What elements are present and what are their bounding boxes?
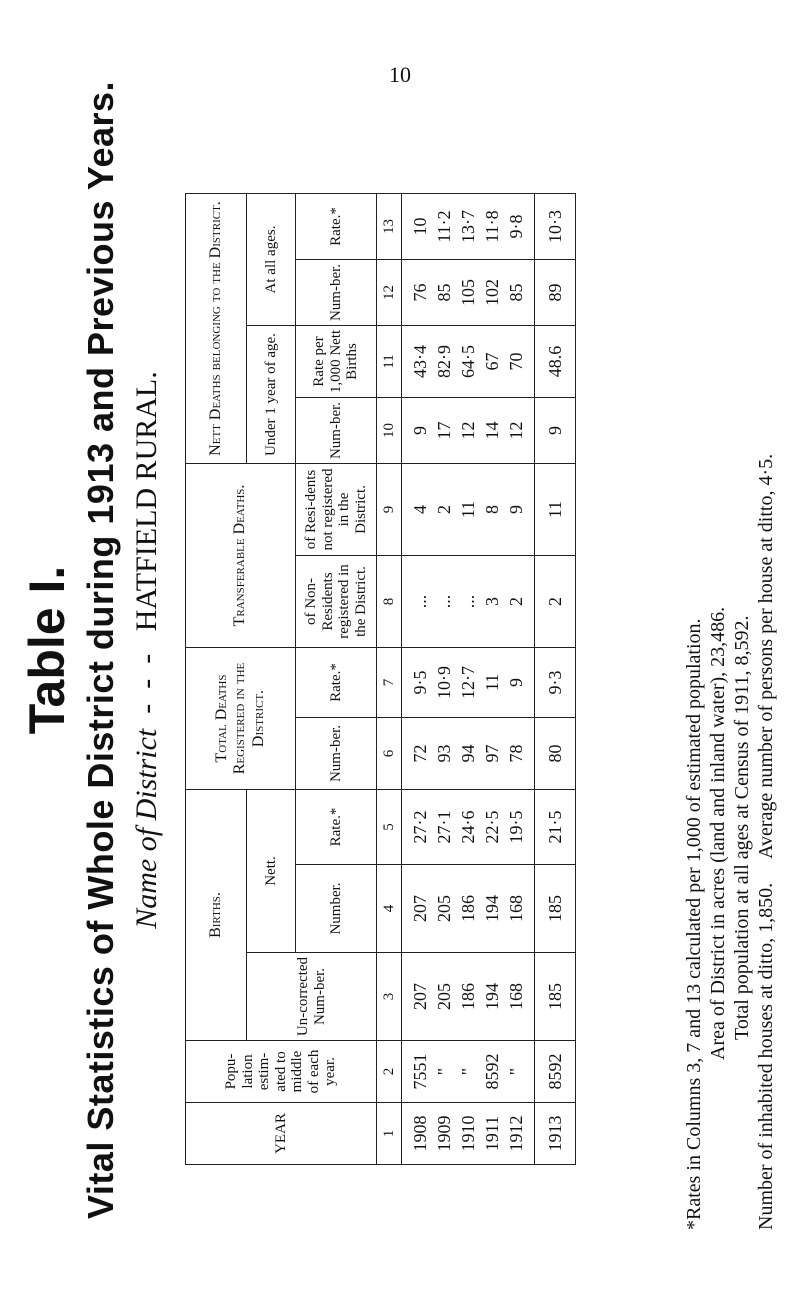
nett-deaths-header: Nett Deaths belonging to the District. [186, 194, 247, 464]
cell-nonres: ... [432, 556, 456, 648]
cell-nonres: ... [402, 556, 433, 648]
col-index: 13 [377, 194, 402, 260]
cell-nett-rate: 27·2 [402, 790, 433, 865]
cell-nett-num: 205 [432, 865, 456, 953]
district-prefix: Name of District [130, 728, 163, 929]
cell-nett-num: 194 [480, 865, 504, 953]
cell-year: 1908 [402, 1103, 433, 1165]
cell-td-num: 72 [402, 718, 433, 790]
uncorrected-header: Un-corrected Num-ber. [247, 953, 377, 1041]
vital-statistics-table [185, 193, 576, 1165]
cell-nett-num: 207 [402, 865, 433, 953]
under-one-header: Under 1 year of age. [247, 326, 296, 464]
cell-nett-rate: 21·5 [535, 790, 576, 865]
cell-u1-rate: 82·9 [432, 326, 456, 398]
cell-res: 2 [432, 464, 456, 556]
cell-u1-num: 9 [535, 398, 576, 464]
cell-year: 1913 [535, 1103, 576, 1165]
cell-pop: 8592 [480, 1041, 504, 1103]
page-number: 10 [389, 62, 411, 87]
u1-number-header: Num-ber. [296, 398, 377, 464]
table-row [504, 194, 535, 1165]
cell-u1-rate: 48.6 [535, 326, 576, 398]
cell-u1-num: 9 [402, 398, 433, 464]
cell-u1-rate: 67 [480, 326, 504, 398]
cell-all-num: 89 [535, 260, 576, 326]
footnote-population: Total population at all ages at Census of 1911, 8,592. [731, 615, 753, 1040]
cell-td-rate: 9·5 [402, 648, 433, 718]
cell-nett-num: 168 [504, 865, 535, 953]
cell-year: 1911 [480, 1103, 504, 1165]
cell-all-rate: 11·2 [432, 194, 456, 260]
footnote-houses: Number of inhabited houses at ditto, 1,850. Average number of persons per house at ditto, 4·5. [755, 453, 777, 1230]
cell-nonres: ... [456, 556, 480, 648]
data-rows [402, 194, 535, 1165]
table-row [402, 194, 433, 1165]
col-index: 9 [377, 464, 402, 556]
cell-all-rate: 13·7 [456, 194, 480, 260]
cell-nett-num: 186 [456, 865, 480, 953]
cell-all-num: 85 [432, 260, 456, 326]
cell-td-rate: 11 [480, 648, 504, 718]
td-number-header: Num-ber. [296, 718, 377, 790]
cell-unc: 205 [432, 953, 456, 1041]
cell-u1-rate: 70 [504, 326, 535, 398]
cell-nett-rate: 19·5 [504, 790, 535, 865]
col-index: 8 [377, 556, 402, 648]
cell-nonres: 3 [480, 556, 504, 648]
table-row [432, 194, 456, 1165]
nett-rate-header: Rate.* [296, 790, 377, 865]
cell-u1-num: 14 [480, 398, 504, 464]
cell-year: 1912 [504, 1103, 535, 1165]
table-row [456, 194, 480, 1165]
td-rate-header: Rate.* [296, 648, 377, 718]
cell-all-rate: 9·8 [504, 194, 535, 260]
cell-res: 4 [402, 464, 433, 556]
population-header: Popu-lation estim-ated to middle of each year. [186, 1041, 377, 1103]
col-index: 7 [377, 648, 402, 718]
cell-all-rate: 10·3 [535, 194, 576, 260]
cell-unc: 168 [504, 953, 535, 1041]
cell-td-num: 80 [535, 718, 576, 790]
cell-u1-num: 12 [456, 398, 480, 464]
cell-res: 9 [504, 464, 535, 556]
col-index: 5 [377, 790, 402, 865]
cell-all-num: 85 [504, 260, 535, 326]
cell-td-rate: 12·7 [456, 648, 480, 718]
footnote-rates: *Rates in Columns 3, 7 and 13 calculated per 1,000 of estimated population. [683, 618, 705, 1230]
cell-all-rate: 11·8 [480, 194, 504, 260]
cell-td-num: 97 [480, 718, 504, 790]
footnotes [682, 454, 778, 1230]
cell-nett-num: 185 [535, 865, 576, 953]
table-row [480, 194, 504, 1165]
cell-nett-rate: 27·1 [432, 790, 456, 865]
cell-u1-num: 17 [432, 398, 456, 464]
cell-nett-rate: 22·5 [480, 790, 504, 865]
all-rate-header: Rate.* [296, 194, 377, 260]
cell-td-rate: 10·9 [432, 648, 456, 718]
table-row-1913 [535, 194, 576, 1165]
year-header: YEAR [186, 1103, 377, 1165]
cell-res: 11 [535, 464, 576, 556]
col-index: 1 [377, 1103, 402, 1165]
cell-nonres: 2 [504, 556, 535, 648]
cell-pop: " [504, 1041, 535, 1103]
nett-number-header: Number. [296, 865, 377, 953]
cell-u1-rate: 43·4 [402, 326, 433, 398]
cell-u1-num: 12 [504, 398, 535, 464]
cell-all-num: 102 [480, 260, 504, 326]
cell-pop: 8592 [535, 1041, 576, 1103]
cell-unc: 207 [402, 953, 433, 1041]
transferable-deaths-header: Transferable Deaths. [186, 464, 296, 648]
col-index: 10 [377, 398, 402, 464]
cell-pop: " [456, 1041, 480, 1103]
cell-unc: 185 [535, 953, 576, 1041]
cell-u1-rate: 64·5 [456, 326, 480, 398]
cell-td-num: 93 [432, 718, 456, 790]
all-ages-header: At all ages. [247, 194, 296, 326]
table-label: Table I. [19, 565, 75, 735]
births-header: Births. [186, 790, 247, 1041]
nonresidents-header: of Non-Residents registered in the District. [296, 556, 377, 648]
district-dashes: - - - [130, 638, 163, 722]
footnote-area: Area of District in acres (land and inland water), 23,486. [707, 606, 729, 1060]
cell-unc: 186 [456, 953, 480, 1041]
nett-births-header: Nett. [247, 790, 296, 953]
col-index: 4 [377, 865, 402, 953]
u1-rate-header: Rate per 1,000 Nett Births [296, 326, 377, 398]
total-deaths-header: Total Deaths Registered in the District. [186, 648, 296, 790]
cell-nett-rate: 24·6 [456, 790, 480, 865]
residents-header: of Resi-dents not registered in the District. [296, 464, 377, 556]
cell-all-rate: 10 [402, 194, 433, 260]
cell-pop: " [432, 1041, 456, 1103]
col-index: 12 [377, 260, 402, 326]
cell-year: 1909 [432, 1103, 456, 1165]
cell-td-num: 78 [504, 718, 535, 790]
cell-unc: 194 [480, 953, 504, 1041]
col-index: 2 [377, 1041, 402, 1103]
cell-all-num: 105 [456, 260, 480, 326]
column-index-row [377, 194, 402, 1165]
district-name: HATFIELD RURAL. [130, 371, 163, 632]
cell-td-rate: 9 [504, 648, 535, 718]
cell-nonres: 2 [535, 556, 576, 648]
cell-res: 11 [456, 464, 480, 556]
all-number-header: Num-ber. [296, 260, 377, 326]
district-line [130, 0, 164, 1300]
cell-pop: 7551 [402, 1041, 433, 1103]
cell-year: 1910 [456, 1103, 480, 1165]
cell-td-rate: 9·3 [535, 648, 576, 718]
cell-res: 8 [480, 464, 504, 556]
col-index: 11 [377, 326, 402, 398]
col-index: 6 [377, 718, 402, 790]
page-title: Vital Statistics of Whole District during 1913 and Previous Years. [80, 80, 121, 1220]
cell-all-num: 76 [402, 260, 433, 326]
col-index: 3 [377, 953, 402, 1041]
cell-td-num: 94 [456, 718, 480, 790]
